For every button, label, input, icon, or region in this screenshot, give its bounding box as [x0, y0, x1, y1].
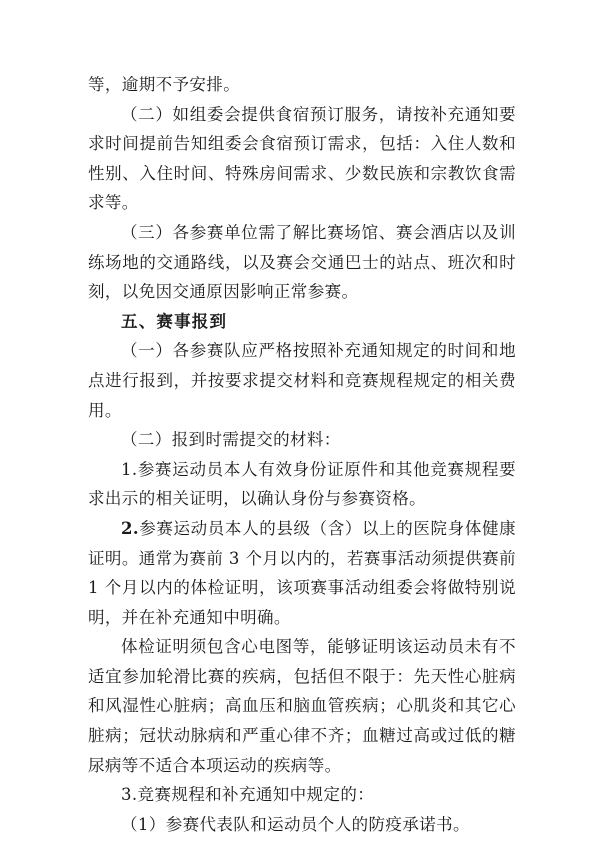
paragraph-registration-rule: （一）各参赛队应严格按照补充通知规定的时间和地点进行报到，并按要求提交材料和竞赛规程规定的相关费用。: [88, 341, 516, 420]
paragraph-meal-booking: （二）如组委会提供食宿预订服务，请按补充通知要求时间提前告知组委会食宿预订需求，包括：入住人数和性别、入住时间、特殊房间需求、少数民族和宗教饮食需求等。: [88, 104, 516, 213]
paragraph-item-3-rules: 3.竞赛规程和补充通知中规定的：: [121, 785, 375, 805]
paragraph-materials-intro: （二）报到时需提交的材料：: [121, 430, 341, 450]
paragraph-continuation: 等，逾期不予安排。: [88, 75, 241, 94]
paragraph-transport: （三）各参赛单位需了解比赛场馆、赛会酒店以及训练场地的交通路线，以及赛会交通巴士的站点、班次和时刻，以免因交通原因影响正常参赛。: [88, 222, 516, 302]
paragraph-item-1-id: 1.参赛运动员本人有效身份证原件和其他竞赛规程要求出示的相关证明，以确认身份与参赛资格。: [88, 459, 516, 509]
paragraph-medical-check: 体检证明须包含心电图等，能够证明该运动员未有不适宜参加轮滑比赛的疾病，包括但不限于：先天性心脏病和风湿性心脏病；高血压和脑血管疾病；心肌炎和其它心脏病；冠状动脉病和严重心律不齐；血糖过高或过低的糖尿病等不适合本项运动的疾病等。: [88, 637, 516, 775]
section-heading-registration: 五、赛事报到: [121, 311, 228, 331]
item-2-number: 2.: [121, 518, 140, 538]
document-body: [88, 70, 516, 839]
paragraph-sub-item-1-pledge: （1）参赛代表队和运动员个人的防疫承诺书。: [121, 814, 470, 834]
item-2-text: 参赛运动员本人的县级（含）以上的医院身体健康证明。通常为赛前 3 个月以内的，若赛事活动须提供赛前 1 个月以内的体检证明，该项赛事活动组委会将做特别说明，并在补充通知中明确。: [88, 518, 516, 627]
paragraph-item-2-health: [88, 514, 516, 632]
